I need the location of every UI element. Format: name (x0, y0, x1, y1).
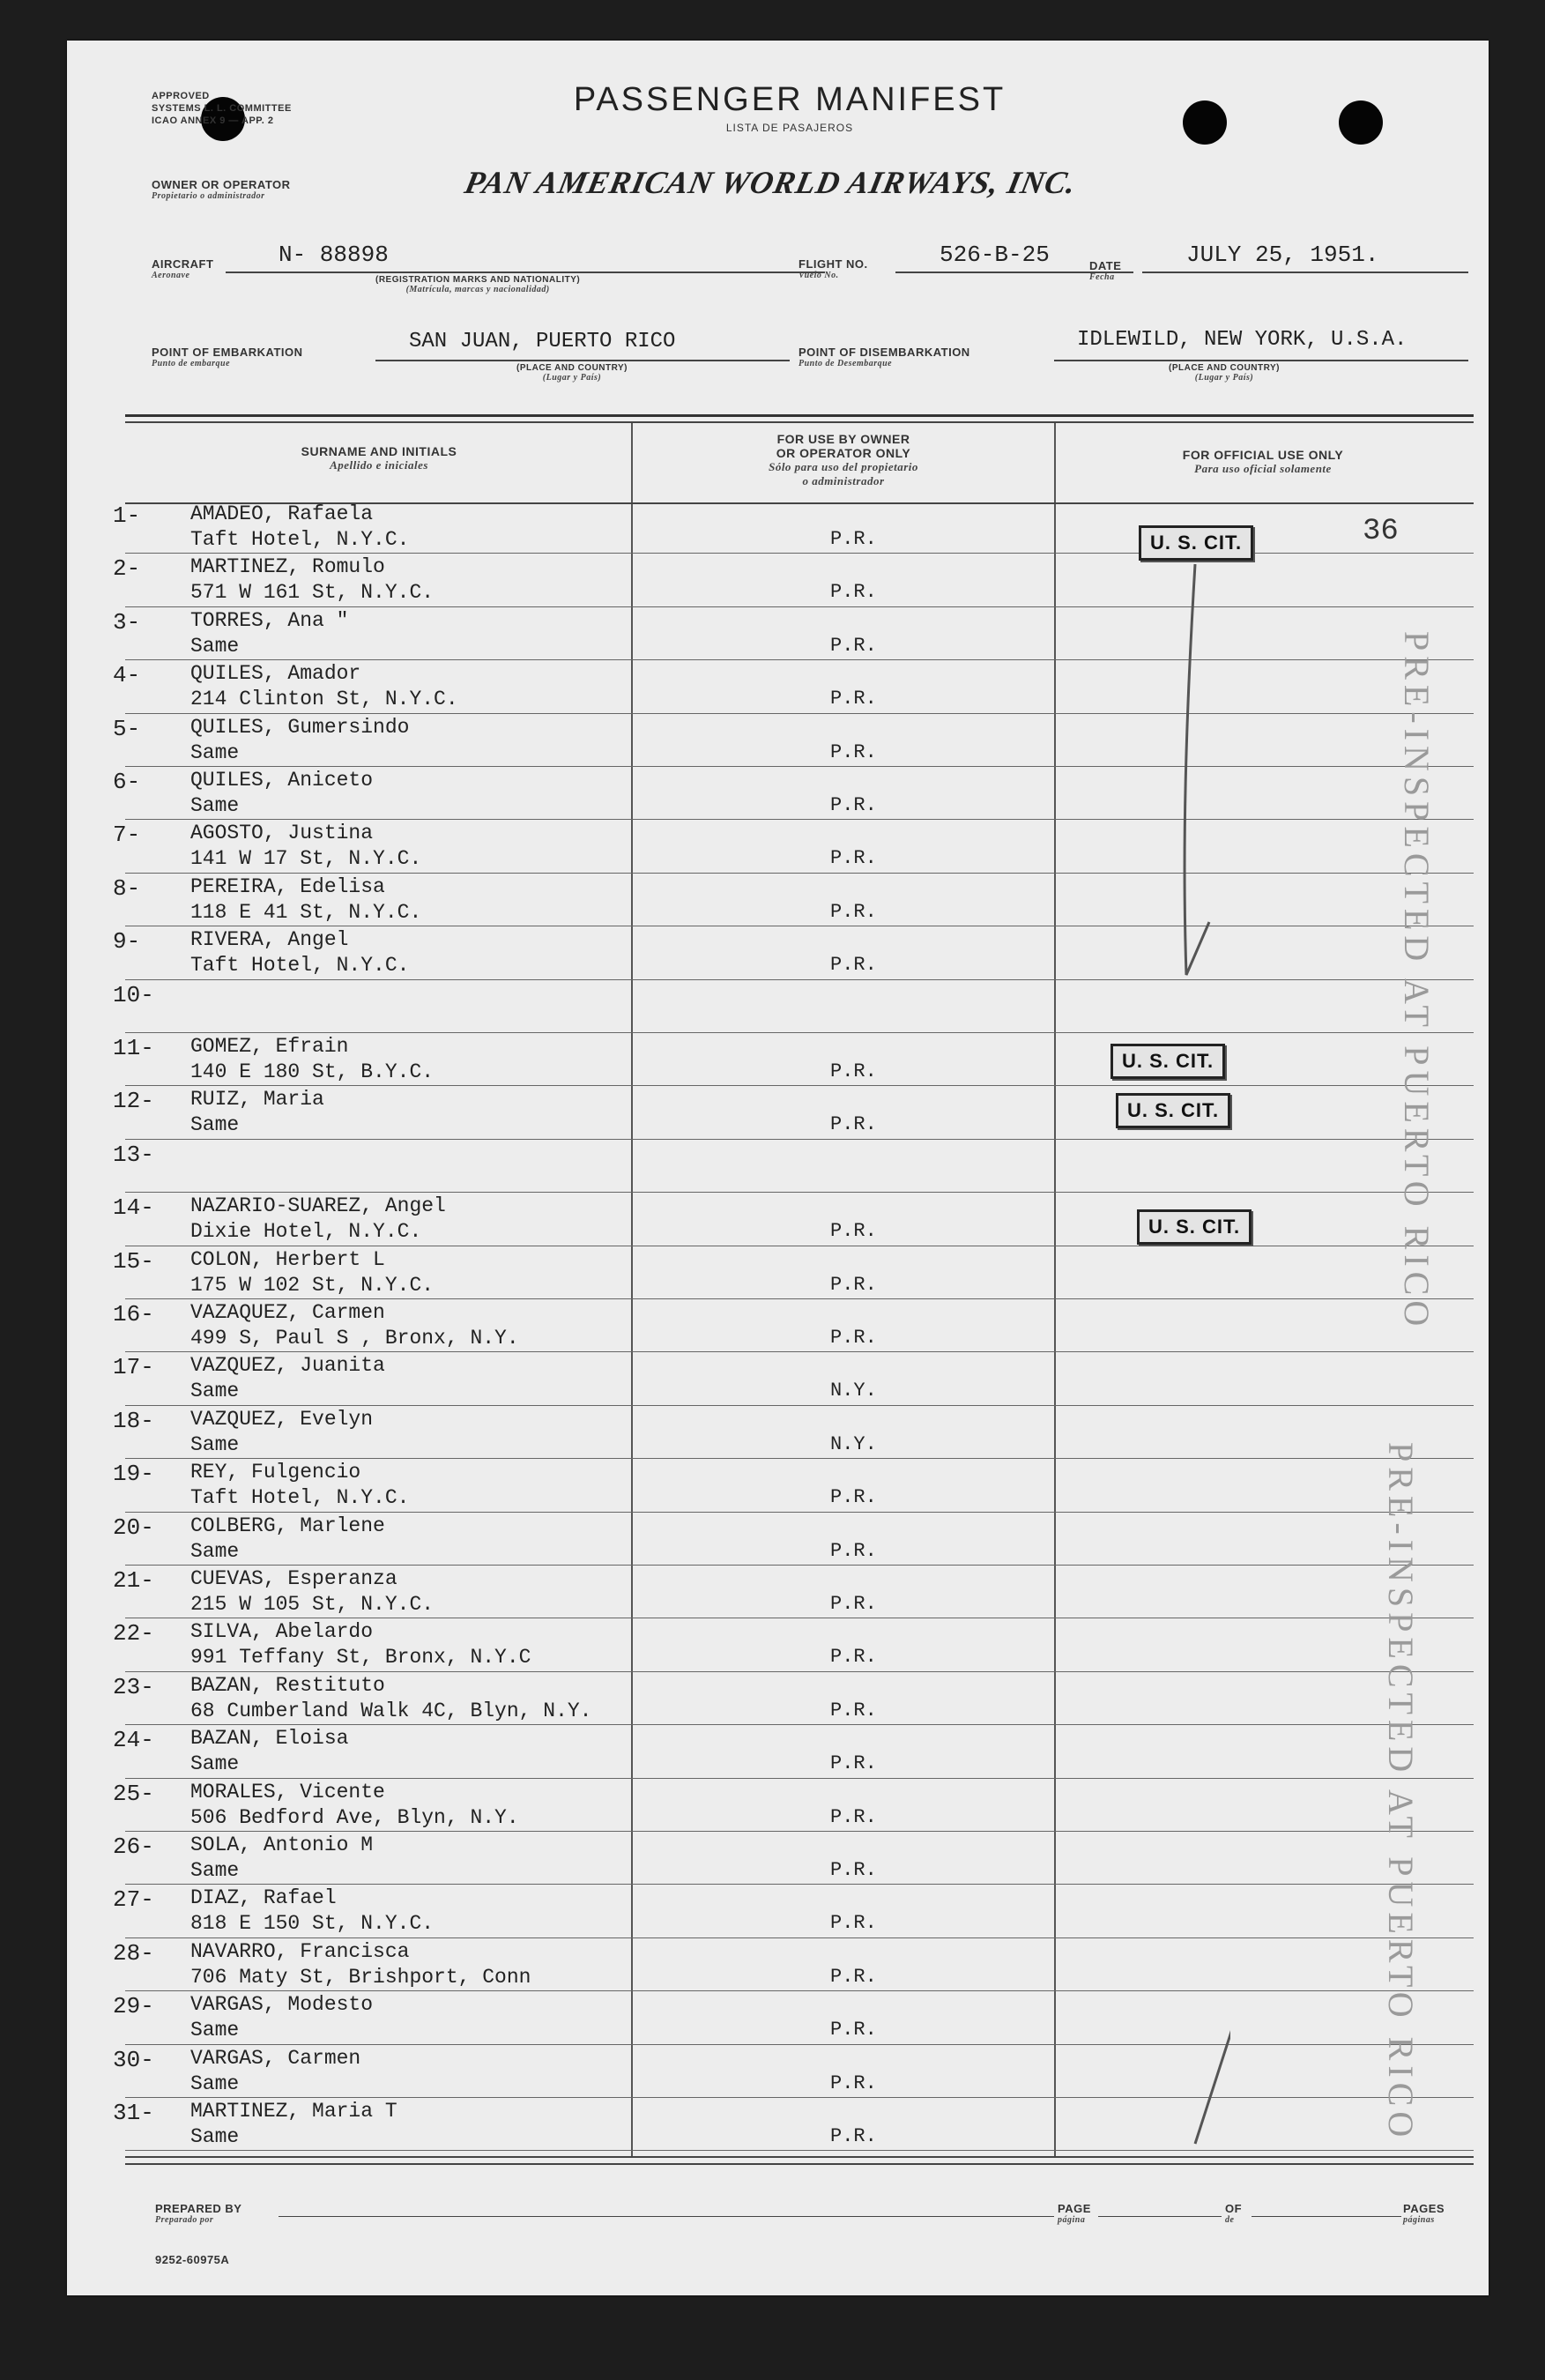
passenger-name: MORALES, Vicente (190, 1780, 385, 1804)
disembark-value: IDLEWILD, NEW YORK, U.S.A. (1077, 328, 1408, 352)
operator-code: P.R. (830, 740, 877, 763)
of-underline (1252, 2216, 1401, 2217)
table-row (67, 1779, 1489, 1832)
row-number: 2- (113, 555, 141, 583)
passenger-address: Same (190, 634, 240, 658)
row-number: 11- (113, 1035, 154, 1061)
row-number: 26- (113, 1833, 154, 1860)
passenger-address: Same (190, 1432, 240, 1456)
table-row (67, 926, 1489, 979)
table-row (67, 1725, 1489, 1778)
operator-code: P.R. (830, 1539, 877, 1562)
operator-code: P.R. (830, 581, 877, 604)
passenger-address: 991 Teffany St, Bronx, N.Y.C (190, 1646, 531, 1670)
date-label-es: Fecha (1089, 272, 1115, 282)
passenger-name: COLBERG, Marlene (190, 1514, 385, 1537)
flight-label (798, 257, 868, 280)
row-number: 6- (113, 769, 141, 795)
table-top-rule (125, 414, 1474, 417)
punch-hole (1339, 100, 1383, 145)
passenger-name: MARTINEZ, Romulo (190, 555, 385, 579)
operator-code: P.R. (830, 1060, 877, 1082)
flight-value: 526-B-25 (940, 242, 1050, 268)
table-row (67, 1193, 1489, 1246)
page-subtitle: LISTA DE PASAJEROS (725, 122, 854, 134)
punch-hole (1183, 100, 1227, 145)
row-number: 1- (113, 502, 141, 529)
passenger-name: AGOSTO, Justina (190, 822, 374, 845)
form-number: 9252-60975A (155, 2253, 230, 2266)
table-row (67, 1672, 1489, 1725)
us-citizen-stamp: U. S. CIT. (1110, 1044, 1225, 1079)
place-note-es: (Lugar y País) (1194, 373, 1254, 383)
disembark-place-note (1169, 363, 1280, 383)
disembark-label (798, 346, 970, 368)
owner-label-en: OWNER OR OPERATOR (152, 178, 291, 191)
passenger-name: SOLA, Antonio M (190, 1833, 374, 1856)
passenger-address: Same (190, 1539, 240, 1563)
operator-code: P.R. (830, 528, 877, 550)
aircraft-underline (226, 271, 825, 273)
passenger-name: TORRES, Ana " (190, 608, 349, 632)
table-row (67, 660, 1489, 713)
pages-label-es: páginas (1403, 2215, 1435, 2225)
row-number: 27- (113, 1886, 154, 1914)
place-note-en: (PLACE AND COUNTRY) (1169, 363, 1280, 373)
passenger-name: COLON, Herbert L (190, 1247, 385, 1271)
passenger-name: VARGAS, Carmen (190, 2046, 361, 2070)
column-header-operator-es2: o administrador (802, 474, 885, 487)
table-row (67, 1086, 1489, 1139)
operator-code: P.R. (830, 1965, 877, 1988)
operator-code: P.R. (830, 2125, 877, 2147)
passenger-name: QUILES, Amador (190, 662, 361, 686)
operator-code: P.R. (830, 634, 877, 657)
operator-code: N.Y. (830, 1380, 877, 1402)
passenger-name: PEREIRA, Edelisa (190, 874, 385, 898)
operator-code: N.Y. (830, 1432, 877, 1455)
table-row (67, 980, 1489, 1033)
row-number: 16- (113, 1301, 154, 1328)
row-number: 30- (113, 2046, 154, 2073)
passenger-address: Same (190, 1113, 240, 1137)
date-label (1089, 259, 1121, 282)
passenger-name: QUILES, Aniceto (190, 769, 374, 792)
prepared-by-label (155, 2202, 241, 2225)
passenger-address: Taft Hotel, N.Y.C. (190, 1486, 410, 1510)
pages-label (1403, 2202, 1445, 2225)
passenger-address: Same (190, 1380, 240, 1403)
column-header-surname-en: SURNAME AND INITIALS (301, 444, 457, 458)
manifest-sheet (67, 41, 1489, 2295)
approval-line: APPROVED (152, 91, 210, 101)
pages-label-en: PAGES (1403, 2202, 1445, 2215)
column-header-surname (129, 444, 629, 472)
check-mark (1185, 564, 1209, 975)
page-label-en: PAGE (1058, 2202, 1091, 2215)
row-number: 23- (113, 1673, 154, 1700)
passenger-address: Same (190, 1752, 240, 1776)
table-row (67, 1140, 1489, 1193)
row-number: 19- (113, 1461, 154, 1488)
column-header-operator-l2: OR OPERATOR ONLY (776, 446, 911, 460)
table-row (67, 607, 1489, 660)
approval-line: ICAO ANNEX 9 — APP. 2 (152, 115, 274, 126)
column-header-operator-es1: Sólo para uso del propietario (769, 460, 918, 473)
passenger-name: GOMEZ, Efrain (190, 1035, 349, 1058)
column-header-operator (633, 432, 1054, 488)
table-row (67, 1618, 1489, 1671)
row-number: 8- (113, 874, 141, 902)
page-underline (1098, 2216, 1222, 2217)
column-header-surname-es: Apellido e iniciales (330, 458, 428, 472)
operator-code: P.R. (830, 954, 877, 977)
row-number: 25- (113, 1780, 154, 1807)
table-row (67, 1299, 1489, 1352)
passenger-name: RUIZ, Maria (190, 1088, 324, 1112)
row-rule (125, 2150, 1474, 2151)
disembark-label-es: Punto de Desembarque (798, 359, 893, 368)
table-row (67, 1459, 1489, 1512)
row-number: 7- (113, 822, 141, 849)
operator-code: P.R. (830, 1859, 877, 1881)
operator-code: P.R. (830, 688, 877, 710)
airline-name: PAN AMERICAN WORLD AIRWAYS, INC. (461, 165, 1081, 200)
embark-label (152, 346, 303, 368)
owner-label (152, 178, 291, 201)
aircraft-label-en: AIRCRAFT (152, 257, 214, 271)
embark-label-es: Punto de embarque (152, 359, 231, 368)
passenger-name: QUILES, Gumersindo (190, 715, 410, 739)
approval-line: SYSTEMS L. L. COMMITTEE (152, 103, 292, 114)
table-row (67, 767, 1489, 820)
row-number: 4- (113, 662, 141, 689)
table-bottom-rule (125, 2156, 1474, 2158)
table-row (67, 1832, 1489, 1885)
operator-code: P.R. (830, 1805, 877, 1828)
column-header-official-es: Para uso oficial solamente (1194, 462, 1332, 475)
row-number: 18- (113, 1407, 154, 1434)
operator-code: P.R. (830, 1113, 877, 1136)
operator-code: P.R. (830, 1646, 877, 1669)
operator-code: P.R. (830, 2019, 877, 2042)
prepared-underline (279, 2216, 1054, 2217)
aircraft-label-es: Aeronave (152, 271, 190, 280)
passenger-address: 499 S, Paul S , Bronx, N.Y. (190, 1327, 519, 1350)
passenger-address: 506 Bedford Ave, Blyn, N.Y. (190, 1805, 519, 1829)
operator-code: P.R. (830, 1593, 877, 1615)
passenger-address: Same (190, 2019, 240, 2042)
row-number: 15- (113, 1247, 154, 1275)
registration-note (375, 275, 580, 294)
passenger-address: 571 W 161 St, N.Y.C. (190, 581, 435, 605)
passenger-name: AMADEO, Rafaela (190, 502, 374, 525)
passenger-address: 214 Clinton St, N.Y.C. (190, 688, 458, 711)
row-number: 13- (113, 1141, 154, 1168)
operator-code: P.R. (830, 1327, 877, 1349)
passenger-address: 818 E 150 St, N.Y.C. (190, 1912, 435, 1936)
row-number: 20- (113, 1514, 154, 1541)
official-count: 36 (1363, 515, 1399, 548)
embark-label-en: POINT OF EMBARKATION (152, 346, 303, 359)
registration-note-en: (REGISTRATION MARKS AND NATIONALITY) (375, 275, 581, 285)
passenger-name: VARGAS, Modesto (190, 1993, 374, 2017)
of-label (1225, 2202, 1242, 2225)
row-number: 21- (113, 1567, 154, 1594)
table-row (67, 714, 1489, 767)
operator-code: P.R. (830, 1273, 877, 1296)
passenger-name: MARTINEZ, Maria T (190, 2100, 397, 2123)
operator-code: P.R. (830, 1486, 877, 1509)
check-mark (1195, 1250, 1230, 2144)
operator-code: P.R. (830, 794, 877, 816)
place-note-es: (Lugar y País) (542, 373, 602, 383)
passenger-address: 175 W 102 St, N.Y.C. (190, 1273, 435, 1297)
passenger-name: SILVA, Abelardo (190, 1620, 374, 1644)
passenger-address: 215 W 105 St, N.Y.C. (190, 1593, 435, 1616)
registration-note-es: (Matrícula, marcas y nacionalidad) (405, 285, 550, 294)
table-row (67, 2045, 1489, 2098)
passenger-address: 706 Maty St, Brishport, Conn (190, 1965, 531, 1989)
passenger-name: BAZAN, Restituto (190, 1673, 385, 1697)
page-label (1058, 2202, 1091, 2225)
date-underline (1142, 271, 1468, 273)
row-number: 17- (113, 1354, 154, 1381)
date-label-en: DATE (1089, 259, 1122, 272)
table-row (67, 1352, 1489, 1405)
passenger-address: 118 E 41 St, N.Y.C. (190, 900, 422, 924)
embark-underline (375, 360, 790, 361)
table-row (67, 1991, 1489, 2044)
passenger-address: 141 W 17 St, N.Y.C. (190, 847, 422, 871)
passenger-address: 68 Cumberland Walk 4C, Blyn, N.Y. (190, 1699, 592, 1722)
passenger-address: Dixie Hotel, N.Y.C. (190, 1220, 422, 1244)
operator-code: P.R. (830, 847, 877, 870)
passenger-address: Same (190, 2125, 240, 2148)
passenger-name: DIAZ, Rafael (190, 1886, 337, 1910)
table-row (67, 554, 1489, 606)
official-check-marks (1054, 534, 1230, 2209)
pre-inspected-stamp: PRE-INSPECTED AT PUERTO RICO (1397, 631, 1437, 1332)
flight-label-en: FLIGHT NO. (798, 257, 868, 271)
column-header-official-en: FOR OFFICIAL USE ONLY (1182, 448, 1344, 462)
passenger-name: VAZQUEZ, Juanita (190, 1354, 385, 1378)
passenger-name: BAZAN, Eloisa (190, 1727, 349, 1751)
table-row (67, 2098, 1489, 2151)
operator-code: P.R. (830, 2071, 877, 2094)
aircraft-value: N- 88898 (279, 242, 389, 268)
embark-value: SAN JUAN, PUERTO RICO (409, 330, 676, 353)
table-row (67, 820, 1489, 873)
pre-inspected-stamp: PRE-INSPECTED AT PUERTO RICO (1381, 1442, 1421, 2143)
row-number: 14- (113, 1194, 154, 1222)
operator-code: P.R. (830, 900, 877, 923)
prepared-by-es: Preparado por (155, 2215, 214, 2225)
us-citizen-stamp: U. S. CIT. (1116, 1093, 1230, 1128)
disembark-label-en: POINT OF DISEMBARKATION (798, 346, 970, 359)
table-row (67, 874, 1489, 926)
table-row (67, 1885, 1489, 1937)
passenger-address: Taft Hotel, N.Y.C. (190, 528, 410, 551)
column-header-official (1056, 448, 1470, 476)
passenger-address: Same (190, 1859, 240, 1882)
flight-label-es: Vuelo No. (798, 271, 839, 280)
operator-code: P.R. (830, 1752, 877, 1775)
row-number: 5- (113, 715, 141, 742)
passenger-name: NAZARIO-SUAREZ, Angel (190, 1194, 446, 1218)
table-row (67, 1406, 1489, 1459)
passenger-address: Taft Hotel, N.Y.C. (190, 954, 410, 978)
us-citizen-stamp: U. S. CIT. (1139, 525, 1253, 561)
place-note-en: (PLACE AND COUNTRY) (516, 363, 628, 373)
passenger-address: Same (190, 2071, 240, 2095)
aircraft-label (152, 257, 213, 280)
table-top-rule (125, 421, 1474, 423)
row-number: 29- (113, 1993, 154, 2020)
page-title: PASSENGER MANIFEST (573, 81, 1006, 118)
table-row (67, 1566, 1489, 1618)
operator-code: P.R. (830, 1220, 877, 1243)
passenger-name: NAVARRO, Francisca (190, 1939, 410, 1963)
of-label-es: de (1225, 2215, 1235, 2225)
us-citizen-stamp: U. S. CIT. (1137, 1209, 1252, 1245)
row-number: 12- (113, 1088, 154, 1115)
prepared-by-en: PREPARED BY (155, 2202, 242, 2215)
page-label-es: página (1058, 2215, 1086, 2225)
passenger-address: Same (190, 794, 240, 817)
operator-code: P.R. (830, 1699, 877, 1722)
row-number: 10- (113, 981, 154, 1008)
table-row (67, 1246, 1489, 1299)
passenger-name: REY, Fulgencio (190, 1461, 361, 1484)
row-number: 3- (113, 608, 141, 636)
table-row (67, 1513, 1489, 1566)
row-number: 31- (113, 2100, 154, 2126)
passenger-name: VAZQUEZ, Evelyn (190, 1407, 374, 1431)
row-number: 22- (113, 1620, 154, 1647)
table-row (67, 501, 1489, 554)
column-header-operator-l1: FOR USE BY OWNER (776, 432, 910, 446)
of-label-en: OF (1225, 2202, 1243, 2215)
passenger-name: VAZAQUEZ, Carmen (190, 1301, 385, 1324)
passenger-name: RIVERA, Angel (190, 928, 349, 952)
passenger-address: Same (190, 740, 240, 764)
table-row (67, 1033, 1489, 1086)
table-row (67, 1938, 1489, 1991)
passenger-name: CUEVAS, Esperanza (190, 1567, 397, 1590)
disembark-underline (1054, 360, 1468, 361)
date-value: JULY 25, 1951. (1186, 242, 1379, 268)
row-number: 9- (113, 928, 141, 956)
row-number: 28- (113, 1939, 154, 1967)
embark-place-note (516, 363, 628, 383)
table-bottom-rule (125, 2163, 1474, 2165)
passenger-address: 140 E 180 St, B.Y.C. (190, 1060, 435, 1083)
operator-code: P.R. (830, 1912, 877, 1935)
approval-block (152, 90, 292, 127)
owner-label-es: Propietario o administrador (152, 191, 265, 201)
row-number: 24- (113, 1727, 154, 1754)
